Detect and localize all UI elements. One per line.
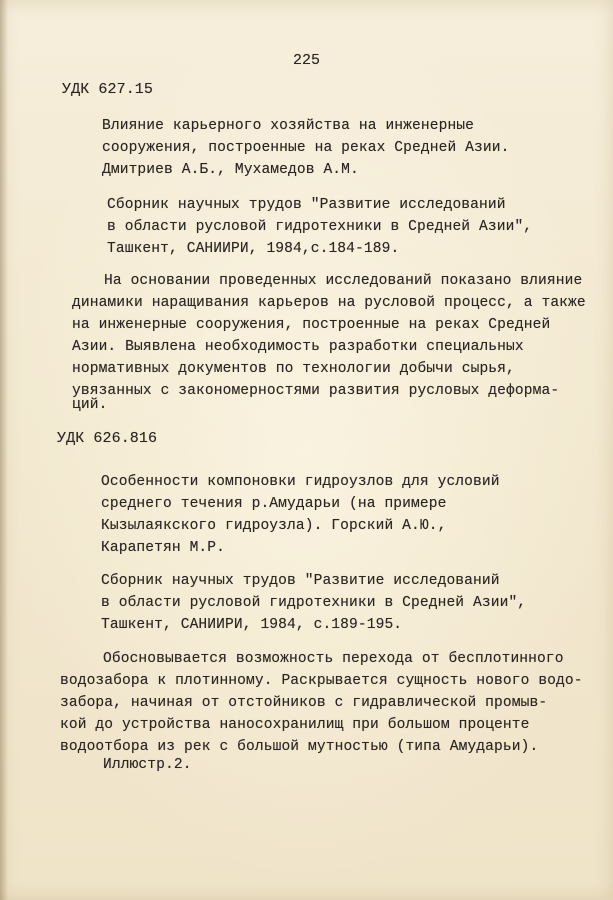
entry-1-title-line: сооружения, построенные на реках Средней Азии. <box>102 140 510 156</box>
entry-2-abstract-line: водоотбора из рек с большой мутностью (типа Амударьи). <box>60 739 539 755</box>
entry-2-title-line: Особенности компоновки гидроузлов для условий <box>101 474 500 490</box>
entry-2-udk: УДК 626.816 <box>57 430 158 447</box>
entry-1-abstract-line: Азии. Выявлена необходимость разработки специальных <box>72 339 524 355</box>
page-spine-shadow <box>0 0 8 900</box>
entry-1-abstract-line: динамики наращивания карьеров на русловой процесс, а также <box>72 295 586 311</box>
entry-2-authors: Карапетян М.Р. <box>101 540 226 556</box>
entry-1-source-line: Сборник научных трудов "Развитие исследований <box>107 197 506 213</box>
entry-1-source-line: в области русловой гидротехники в Средней Азии", <box>107 219 533 235</box>
entry-1-abstract-line: на инженерные сооружения, построенные на реках Средней <box>72 317 551 333</box>
entry-2-abstract-line: водозабора к плотинному. Раскрывается сущность нового водо- <box>60 673 583 689</box>
entry-1-abstract-line: ций. <box>72 397 108 413</box>
entry-2-source-line: Ташкент, САНИИРИ, 1984, с.189-195. <box>101 617 403 633</box>
entry-1-udk: УДК 627.15 <box>62 81 154 98</box>
entry-2-source-line: Сборник научных трудов "Развитие исследований <box>101 573 500 589</box>
entry-1-abstract-line: На основании проведенных исследований показано влияние <box>104 273 583 289</box>
entry-1-abstract-line: увязанных с закономерностями развития русловых деформа- <box>72 383 560 399</box>
entry-2-abstract-line: забора, начиная от отстойников с гидравлической промыв- <box>60 695 548 711</box>
entry-2-abstract-line: Обосновывается возможность перехода от бесплотинного <box>103 651 564 667</box>
entry-1-source-line: Ташкент, САНИИРИ, 1984,с.184-189. <box>107 241 400 257</box>
entry-2-source-line: в области русловой гидротехники в Средней Азии", <box>101 595 527 611</box>
entry-2-title-line: Кызылаякского гидроузла). Горский А.Ю., <box>101 518 447 534</box>
entry-1-title-line: Влияние карьерного хозяйства на инженерные <box>102 118 475 134</box>
entry-1-authors: Дмитриев А.Б., Мухамедов А.М. <box>102 162 359 178</box>
page-number: 225 <box>293 52 321 69</box>
entry-1-abstract-line: нормативных документов по технологии добычи сырья, <box>72 361 515 377</box>
entry-2-abstract-line: кой до устройства наносохранилищ при большом проценте <box>60 717 530 733</box>
entry-2-illustrations: Иллюстр.2. <box>103 757 192 773</box>
entry-2-title-line: среднего течения р.Амударьи (на примере <box>101 496 447 512</box>
